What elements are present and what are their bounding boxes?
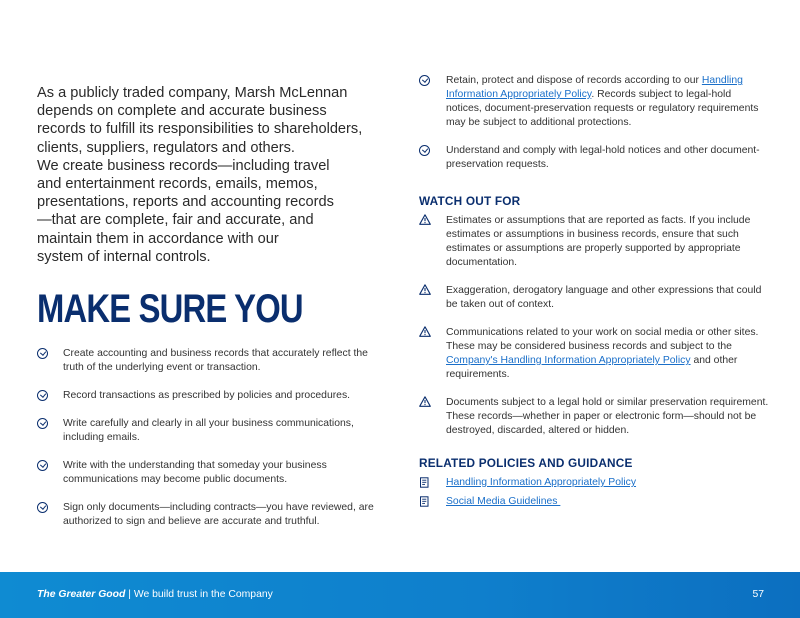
list-item	[419, 396, 769, 438]
warning-icon	[419, 214, 431, 225]
list-item-text: Write carefully and clearly in all your business communications, including emails.	[63, 418, 354, 443]
list-item-text: Estimates or assumptions that are reported as facts. If you include estimates or assumptions in business records, ensure that such estimates or assumptions are properly supported by appropriate documentation.	[446, 215, 751, 268]
list-item	[419, 326, 769, 382]
warning-icon	[419, 396, 431, 407]
check-circle-icon	[37, 348, 48, 359]
list-item	[37, 459, 387, 487]
intro-line: system of internal controls.	[37, 248, 211, 265]
list-item-text: Exaggeration, derogatory language and other expressions that could be taken out of context.	[446, 285, 762, 310]
related-policies-list	[419, 476, 769, 509]
check-circle-icon	[37, 390, 48, 401]
list-item	[37, 501, 387, 529]
intro-line: presentations, reports and accounting records	[37, 194, 334, 211]
watch-out-list	[419, 214, 769, 438]
retain-list	[419, 74, 769, 172]
intro-paragraph	[37, 84, 397, 266]
list-item	[419, 284, 769, 312]
list-item-text: Record transactions as prescribed by policies and procedures.	[63, 390, 351, 401]
footer-separator: |	[125, 589, 134, 600]
warning-icon	[419, 326, 431, 337]
intro-line: depends on complete and accurate business	[37, 103, 327, 120]
document-icon	[419, 477, 430, 488]
intro-line: and entertainment records, emails, memos,	[37, 176, 318, 193]
social-media-guidelines-link[interactable]: Social Media Guidelines	[446, 496, 561, 507]
warning-icon	[419, 284, 431, 295]
check-circle-icon	[37, 460, 48, 471]
intro-text	[37, 84, 397, 266]
page-footer	[0, 572, 800, 618]
list-item-text: Documents subject to a legal hold or similar preservation requirement. These records—whether in paper or electronic form—should not be destroyed, discarded, altered or hidden.	[446, 397, 769, 436]
footer-text	[37, 589, 273, 600]
check-circle-icon	[37, 502, 48, 513]
page-number: 57	[752, 589, 764, 600]
intro-line: records to fulfill its responsibilities to shareholders,	[37, 121, 363, 138]
list-item	[37, 347, 387, 375]
footer-brand: The Greater Good	[37, 589, 126, 600]
list-item-text: . Records subject to legal-hold notices, document-preservation requests or regulatory requirements may be subject to additional protections.	[446, 89, 759, 128]
intro-line: As a publicly traded company, Marsh McLennan	[37, 85, 348, 101]
list-item	[37, 417, 387, 445]
company-handling-information-policy-link[interactable]: Company's Handling Information Appropriately Policy	[446, 355, 691, 366]
list-item-text: Understand and comply with legal-hold notices and other document-preservation requests.	[446, 145, 760, 170]
list-item-text: Sign only documents—including contracts—you have reviewed, are authorized to sign and believe are accurate and truthful.	[63, 502, 374, 527]
right-column	[419, 74, 769, 509]
list-item-text: Communications related to your work on social media or other sites. These may be considered business records and subject to the	[446, 327, 759, 352]
list-item-text: Retain, protect and dispose of records according to our	[446, 75, 702, 86]
handling-information-policy-link[interactable]: Handling Information Appropriately Policy	[446, 75, 743, 100]
list-item	[37, 389, 387, 403]
handling-information-policy-link[interactable]: Handling Information Appropriately Policy	[446, 477, 637, 488]
list-item	[419, 495, 769, 509]
list-item-text: Create accounting and business records that accurately reflect the truth of the underlying event or transaction.	[63, 348, 368, 373]
document-icon	[419, 496, 430, 507]
related-policies-heading: RELATED POLICIES AND GUIDANCE	[419, 456, 633, 470]
list-item-text: Write with the understanding that someday your business communications may become public documents.	[63, 460, 327, 485]
list-item	[419, 74, 769, 130]
make-sure-heading: MAKE SURE YOU	[37, 287, 303, 331]
list-item-text: and other requirements.	[446, 355, 738, 380]
watch-out-heading: WATCH OUT FOR	[419, 194, 521, 208]
list-item	[419, 476, 769, 490]
list-item	[419, 214, 769, 270]
list-item	[419, 144, 769, 172]
check-circle-icon	[37, 418, 48, 429]
intro-line: maintain them in accordance with our	[37, 230, 279, 247]
intro-line: We create business records—including travel	[37, 157, 330, 174]
footer-tagline: We build trust in the Company	[133, 589, 273, 600]
check-circle-icon	[419, 75, 430, 86]
make-sure-list	[37, 347, 387, 529]
intro-line: clients, suppliers, regulators and others.	[37, 139, 295, 156]
intro-line: —that are complete, fair and accurate, and	[37, 212, 314, 229]
check-circle-icon	[419, 145, 430, 156]
